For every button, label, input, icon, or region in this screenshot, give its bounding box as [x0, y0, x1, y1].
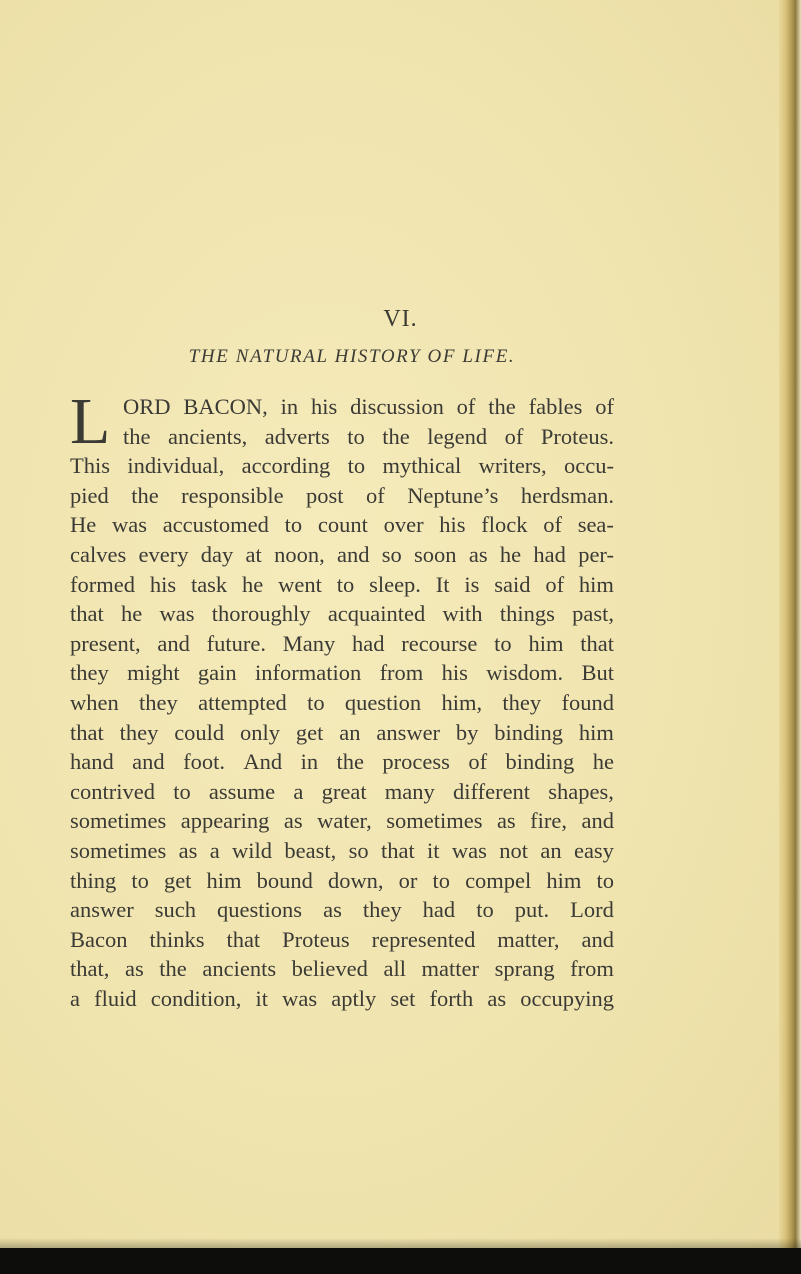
word: ancients, — [167, 423, 248, 449]
word: discussion — [350, 394, 444, 419]
word: the — [488, 394, 516, 419]
chapter-number: VI. — [383, 306, 418, 332]
word: his — [310, 394, 338, 419]
text-line — [70, 718, 614, 748]
word: the — [382, 423, 410, 449]
word: answer — [70, 897, 134, 923]
word: of — [468, 749, 488, 775]
word: day — [200, 541, 234, 567]
word: over — [383, 512, 424, 538]
word: of — [366, 482, 385, 508]
word: get — [163, 867, 192, 893]
word: thoroughly — [211, 601, 311, 627]
word: they — [502, 689, 542, 715]
word: of — [545, 571, 565, 597]
word: task — [190, 571, 228, 597]
word: present, — [70, 630, 141, 656]
word: as — [496, 808, 516, 834]
word: information — [255, 660, 362, 686]
word: was — [282, 985, 318, 1011]
word: to — [173, 778, 191, 804]
word: to — [307, 689, 325, 715]
word: to — [347, 453, 366, 479]
word: the — [123, 423, 151, 449]
word: sea- — [577, 512, 614, 538]
word: assume — [208, 778, 276, 804]
word: as — [124, 956, 144, 982]
word: was — [111, 512, 147, 538]
word: they — [362, 897, 402, 923]
word: believed — [291, 956, 368, 982]
word: gain — [197, 660, 237, 686]
word: that — [380, 837, 415, 863]
word: as — [468, 541, 488, 567]
word: to — [284, 512, 303, 538]
word: future. — [206, 630, 266, 656]
word: that — [226, 926, 261, 952]
word: every — [138, 541, 189, 567]
text-line — [70, 895, 614, 925]
word: many — [384, 778, 435, 804]
text-line — [70, 658, 614, 688]
word: of — [456, 394, 476, 419]
word: at — [245, 541, 262, 567]
word: soon — [414, 541, 457, 567]
page-bottom-shadow — [0, 1238, 801, 1248]
page-bottom-edge — [0, 1248, 801, 1274]
word: such — [154, 897, 197, 923]
text-line — [70, 688, 614, 718]
word: it — [255, 985, 269, 1011]
text-line — [70, 599, 614, 629]
word: sprang — [494, 956, 555, 982]
word: attempted — [198, 689, 287, 715]
text-line — [70, 954, 614, 984]
word: to — [494, 630, 512, 656]
text-line — [70, 422, 614, 452]
word: formed — [70, 571, 135, 597]
word: matter, — [497, 926, 560, 952]
word: condition, — [150, 985, 242, 1011]
word: an — [540, 837, 562, 863]
word: of — [504, 423, 524, 449]
word: they — [70, 660, 109, 686]
word: him — [578, 571, 614, 597]
word: things — [499, 601, 555, 627]
word: said — [494, 571, 531, 597]
word: binding — [505, 749, 575, 775]
word: was — [451, 837, 487, 863]
word: easy — [573, 837, 614, 863]
word: the — [159, 956, 187, 982]
word: past, — [572, 601, 614, 627]
word: as — [283, 808, 303, 834]
word: fables — [528, 394, 583, 419]
word: process — [382, 749, 450, 775]
word: Neptune’s — [407, 482, 499, 508]
word: post — [306, 482, 344, 508]
drop-cap: L — [70, 385, 111, 458]
text-line — [70, 925, 614, 955]
word: aptly — [331, 985, 377, 1011]
word: to — [596, 867, 614, 893]
word: It — [435, 571, 450, 597]
word: as — [178, 837, 198, 863]
word: Lord — [570, 897, 614, 923]
word: sometimes — [70, 808, 167, 834]
word: different — [453, 778, 531, 804]
word: appearing — [180, 808, 270, 834]
word: had — [422, 897, 456, 923]
word: it — [427, 837, 440, 863]
text-line — [70, 836, 614, 866]
word: when — [70, 689, 119, 715]
word: But — [581, 660, 614, 686]
word: noon, — [274, 541, 325, 567]
word: questions — [217, 897, 303, 923]
text-line — [70, 510, 614, 540]
chapter-title: THE NATURAL HISTORY OF LIFE. — [188, 346, 516, 367]
word: He — [70, 512, 97, 538]
word: had — [351, 630, 385, 656]
word: herdsman. — [520, 482, 614, 508]
word: down, — [327, 867, 384, 893]
word: that — [70, 719, 104, 745]
word: ancients — [202, 956, 277, 982]
word: BACON, — [183, 394, 268, 419]
word: hand — [70, 749, 114, 775]
word: thinks — [149, 926, 205, 952]
word: responsible — [181, 482, 284, 508]
word: occu- — [564, 453, 614, 479]
word: his — [441, 660, 468, 686]
word: acquainted — [327, 601, 426, 627]
text-line — [70, 984, 614, 1014]
word: him — [546, 867, 582, 893]
word: thing — [70, 867, 117, 893]
book-spine-edge — [779, 0, 801, 1274]
word: wild — [232, 837, 273, 863]
word: This — [70, 453, 111, 479]
word: according — [241, 453, 331, 479]
word: as — [487, 985, 507, 1011]
word: he — [121, 601, 143, 627]
word: that — [70, 601, 104, 627]
word: wisdom. — [486, 660, 564, 686]
word: a — [293, 778, 304, 804]
word: in — [300, 749, 319, 775]
word: and — [581, 808, 614, 834]
word: so — [348, 837, 369, 863]
text-line — [70, 451, 614, 481]
word: matter — [421, 956, 480, 982]
word: to — [432, 867, 450, 893]
word: with — [442, 601, 483, 627]
word: he — [592, 749, 614, 775]
word: adverts — [264, 423, 330, 449]
body-text — [70, 385, 614, 1013]
word: that — [580, 630, 614, 656]
word: him — [528, 630, 564, 656]
word: get — [295, 719, 324, 745]
word: they — [139, 689, 178, 715]
word: answer — [376, 719, 441, 745]
word: to — [131, 867, 149, 893]
word: And — [243, 749, 283, 775]
word: foot. — [183, 749, 225, 775]
word: had — [533, 541, 566, 567]
word: sometimes — [386, 808, 483, 834]
word: his — [149, 571, 177, 597]
word: and — [581, 926, 614, 952]
word: flock — [481, 512, 528, 538]
word: occupying — [520, 985, 614, 1011]
word: he — [499, 541, 522, 567]
word: binding — [494, 719, 564, 745]
word: they — [119, 719, 159, 745]
word: per- — [578, 541, 614, 567]
text-line — [70, 392, 614, 422]
word: went — [278, 571, 322, 597]
word: from — [379, 660, 424, 686]
word: the — [336, 749, 364, 775]
word: by — [455, 719, 479, 745]
text-line — [70, 777, 614, 807]
word: found — [561, 689, 614, 715]
word: set — [390, 985, 416, 1011]
word: as — [323, 897, 342, 923]
word: pied — [70, 482, 109, 508]
word: individual, — [127, 453, 225, 479]
word: to — [336, 571, 355, 597]
word: writers, — [478, 453, 547, 479]
word: all — [383, 956, 406, 982]
word: from — [570, 956, 614, 982]
word: his — [439, 512, 466, 538]
word: to — [347, 423, 365, 449]
word: in — [280, 394, 299, 419]
word: Many — [282, 630, 336, 656]
word: sleep. — [369, 571, 421, 597]
word: was — [159, 601, 195, 627]
text-line — [70, 866, 614, 896]
word: water, — [317, 808, 372, 834]
word: could — [174, 719, 225, 745]
word: shapes, — [548, 778, 614, 804]
word: recourse — [401, 630, 478, 656]
word: and — [132, 749, 165, 775]
text-line — [70, 481, 614, 511]
text-line — [70, 540, 614, 570]
word: might — [127, 660, 180, 686]
word: him — [578, 719, 614, 745]
word: a — [70, 985, 80, 1011]
word: of — [543, 512, 562, 538]
word: beast, — [284, 837, 337, 863]
text-line — [70, 806, 614, 836]
word: a — [209, 837, 220, 863]
word: legend — [427, 423, 488, 449]
word: and — [157, 630, 190, 656]
word: so — [381, 541, 402, 567]
word: of — [595, 394, 614, 419]
word: count — [317, 512, 368, 538]
text-line — [70, 629, 614, 659]
text-line — [70, 570, 614, 600]
word: only — [240, 719, 281, 745]
word: not — [499, 837, 529, 863]
word: Bacon — [70, 926, 128, 952]
word: or — [398, 867, 418, 893]
word: represented — [371, 926, 476, 952]
word: that, — [70, 956, 110, 982]
word: question — [344, 689, 422, 715]
word: Proteus. — [540, 423, 614, 449]
word: ORD — [123, 394, 171, 419]
word: he — [242, 571, 264, 597]
word: him, — [441, 689, 483, 715]
word: Proteus — [282, 926, 350, 952]
word: compel — [465, 867, 532, 893]
word: calves — [70, 541, 127, 567]
word: and — [336, 541, 370, 567]
word: bound — [256, 867, 313, 893]
word: fire, — [530, 808, 567, 834]
word: fluid — [94, 985, 137, 1011]
word: is — [464, 571, 480, 597]
word: accustomed — [162, 512, 269, 538]
word: to — [476, 897, 494, 923]
word: sometimes — [70, 837, 167, 863]
word: the — [131, 482, 159, 508]
word: put. — [514, 897, 550, 923]
word: mythical — [382, 453, 462, 479]
word: forth — [429, 985, 474, 1011]
word: great — [321, 778, 367, 804]
word: contrived — [70, 778, 155, 804]
word: him — [206, 867, 242, 893]
word: an — [339, 719, 361, 745]
text-line — [70, 747, 614, 777]
